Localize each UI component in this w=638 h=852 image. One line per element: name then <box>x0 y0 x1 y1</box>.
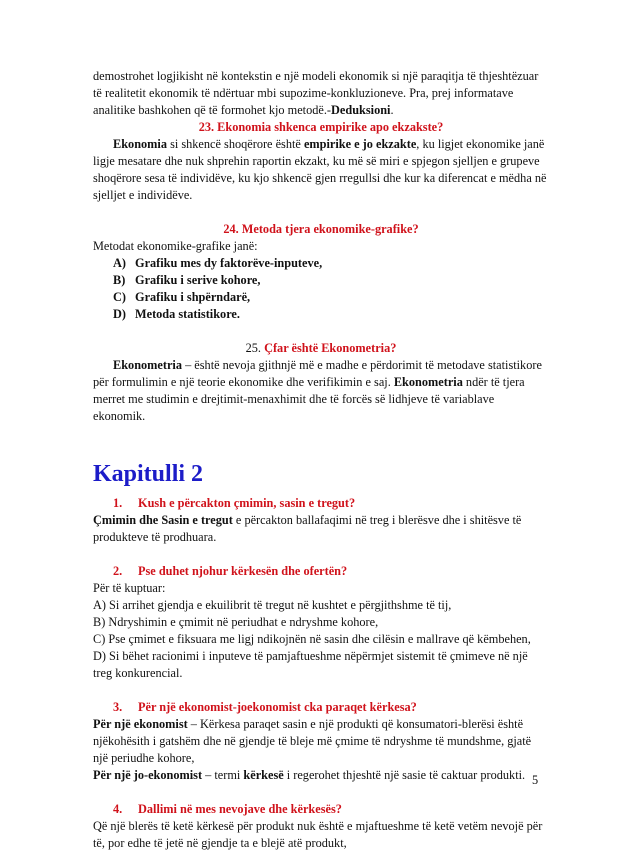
q23-heading: 23. Ekonomia shkenca empirike apo ekzakste? <box>198 120 444 134</box>
c4-answer: Që një blerës të ketë kërkesë për produkt nuk është e mjaftueshme të ketë vetëm nevojë për të, por edhe të jetë në gjendje ta e blejë atë produkt, <box>93 819 543 850</box>
q24-lead: Metodat ekonomike-grafike janë: <box>93 239 258 253</box>
q24-heading: 24. Metoda tjera ekonomike-grafike? <box>223 222 419 236</box>
q23-answer: Ekonomia si shkencë shoqërore është empirike e jo ekzakte, ku ligjet ekonomike janë ligje mesatare dhe nuk shprehin raportin ekzakt, ku më së miri e spjegon sjelljen e grupeve shoqërore sesa të individëve, ku kjo shkencë gjen rregullsi dhe kur ka diferencat e mëdha në sjelljet e individëve. <box>93 137 547 202</box>
document-page <box>93 68 549 852</box>
c2-line: B) Ndryshimin e çmimit në periudhat e ndryshme kohore, <box>93 615 379 629</box>
list-item: B) Grafiku i serive kohore, <box>113 273 261 287</box>
page-number: 5 <box>532 773 539 787</box>
list-item: C) Grafiku i shpërndarë, <box>113 290 251 304</box>
c2-line: A) Si arrihet gjendja e ekuilibrit të tregut në kushtet e përgjithshme të tij, <box>93 598 452 612</box>
chapter-title: Kapitulli 2 <box>93 461 204 487</box>
intro-paragraph: demostrohet logjikisht në kontekstin e një modeli ekonomik si një paraqitja të thjeshtëzuar të realitetit ekonomik të ndërtuar mbi supozime-konkluzioneve. Pra, prej informatave analitike bashkohen që të formohet kjo metodë.-Deduksioni. <box>93 69 539 117</box>
q25-answer: Ekonometria – është nevoja gjithnjë më e madhe e përdorimit të metodave statistikore për formulimin e një teorie ekonomike dhe verifikimin e saj. Ekonometria ndër të tjera merret me studimin e drejtimit-menaxhimit dhe të forcës së lidhjeve të variablave ekonomik. <box>93 358 542 423</box>
c3-answer-non-economist: Për një jo-ekonomist – termi kërkesë i regerohet thjeshtë një sasie të caktuar produkti. <box>93 768 526 782</box>
q25-heading: 25. Çfar është Ekonometria? <box>245 341 397 355</box>
c2-lead: Për të kuptuar: <box>93 581 166 595</box>
c2-line: D) Si bëhet racionimi i inputeve të pamjaftueshme nëpërmjet sistemit të çmimeve në një treg konkurencial. <box>93 649 528 680</box>
c2-heading: 2. Pse duhet njohur kërkesën dhe ofertën? <box>113 564 348 578</box>
c4-heading: 4. Dallimi në mes nevojave dhe kërkesës? <box>113 802 342 816</box>
c3-answer-economist: Për një ekonomist – Kërkesa paraqet sasin e një produkti që konsumatori-blerësi është njëkohësith i gatshëm dhe në gjendje të bleje më çmime të ndryshme të mundshme, gjatë një periudhe kohore, <box>93 717 532 765</box>
q24-list <box>93 255 549 323</box>
c1-heading: 1. Kush e përcakton çmimin, sasin e tregut? <box>113 496 356 510</box>
c2-line: C) Pse çmimet e fiksuara me ligj ndikojnën në sasin dhe cilësin e mallrave që këmbehen, <box>93 632 531 646</box>
list-item: D) Metoda statistikore. <box>113 307 240 321</box>
c3-heading: 3. Për një ekonomist-joekonomist cka paraqet kërkesa? <box>113 700 417 714</box>
list-item: A) Grafiku mes dy faktorëve-inputeve, <box>113 256 323 270</box>
c1-answer: Çmimin dhe Sasin e tregut e përcakton ballafaqimi në treg i blerësve dhe i shitësve të produkteve të prodhuara. <box>93 513 522 544</box>
